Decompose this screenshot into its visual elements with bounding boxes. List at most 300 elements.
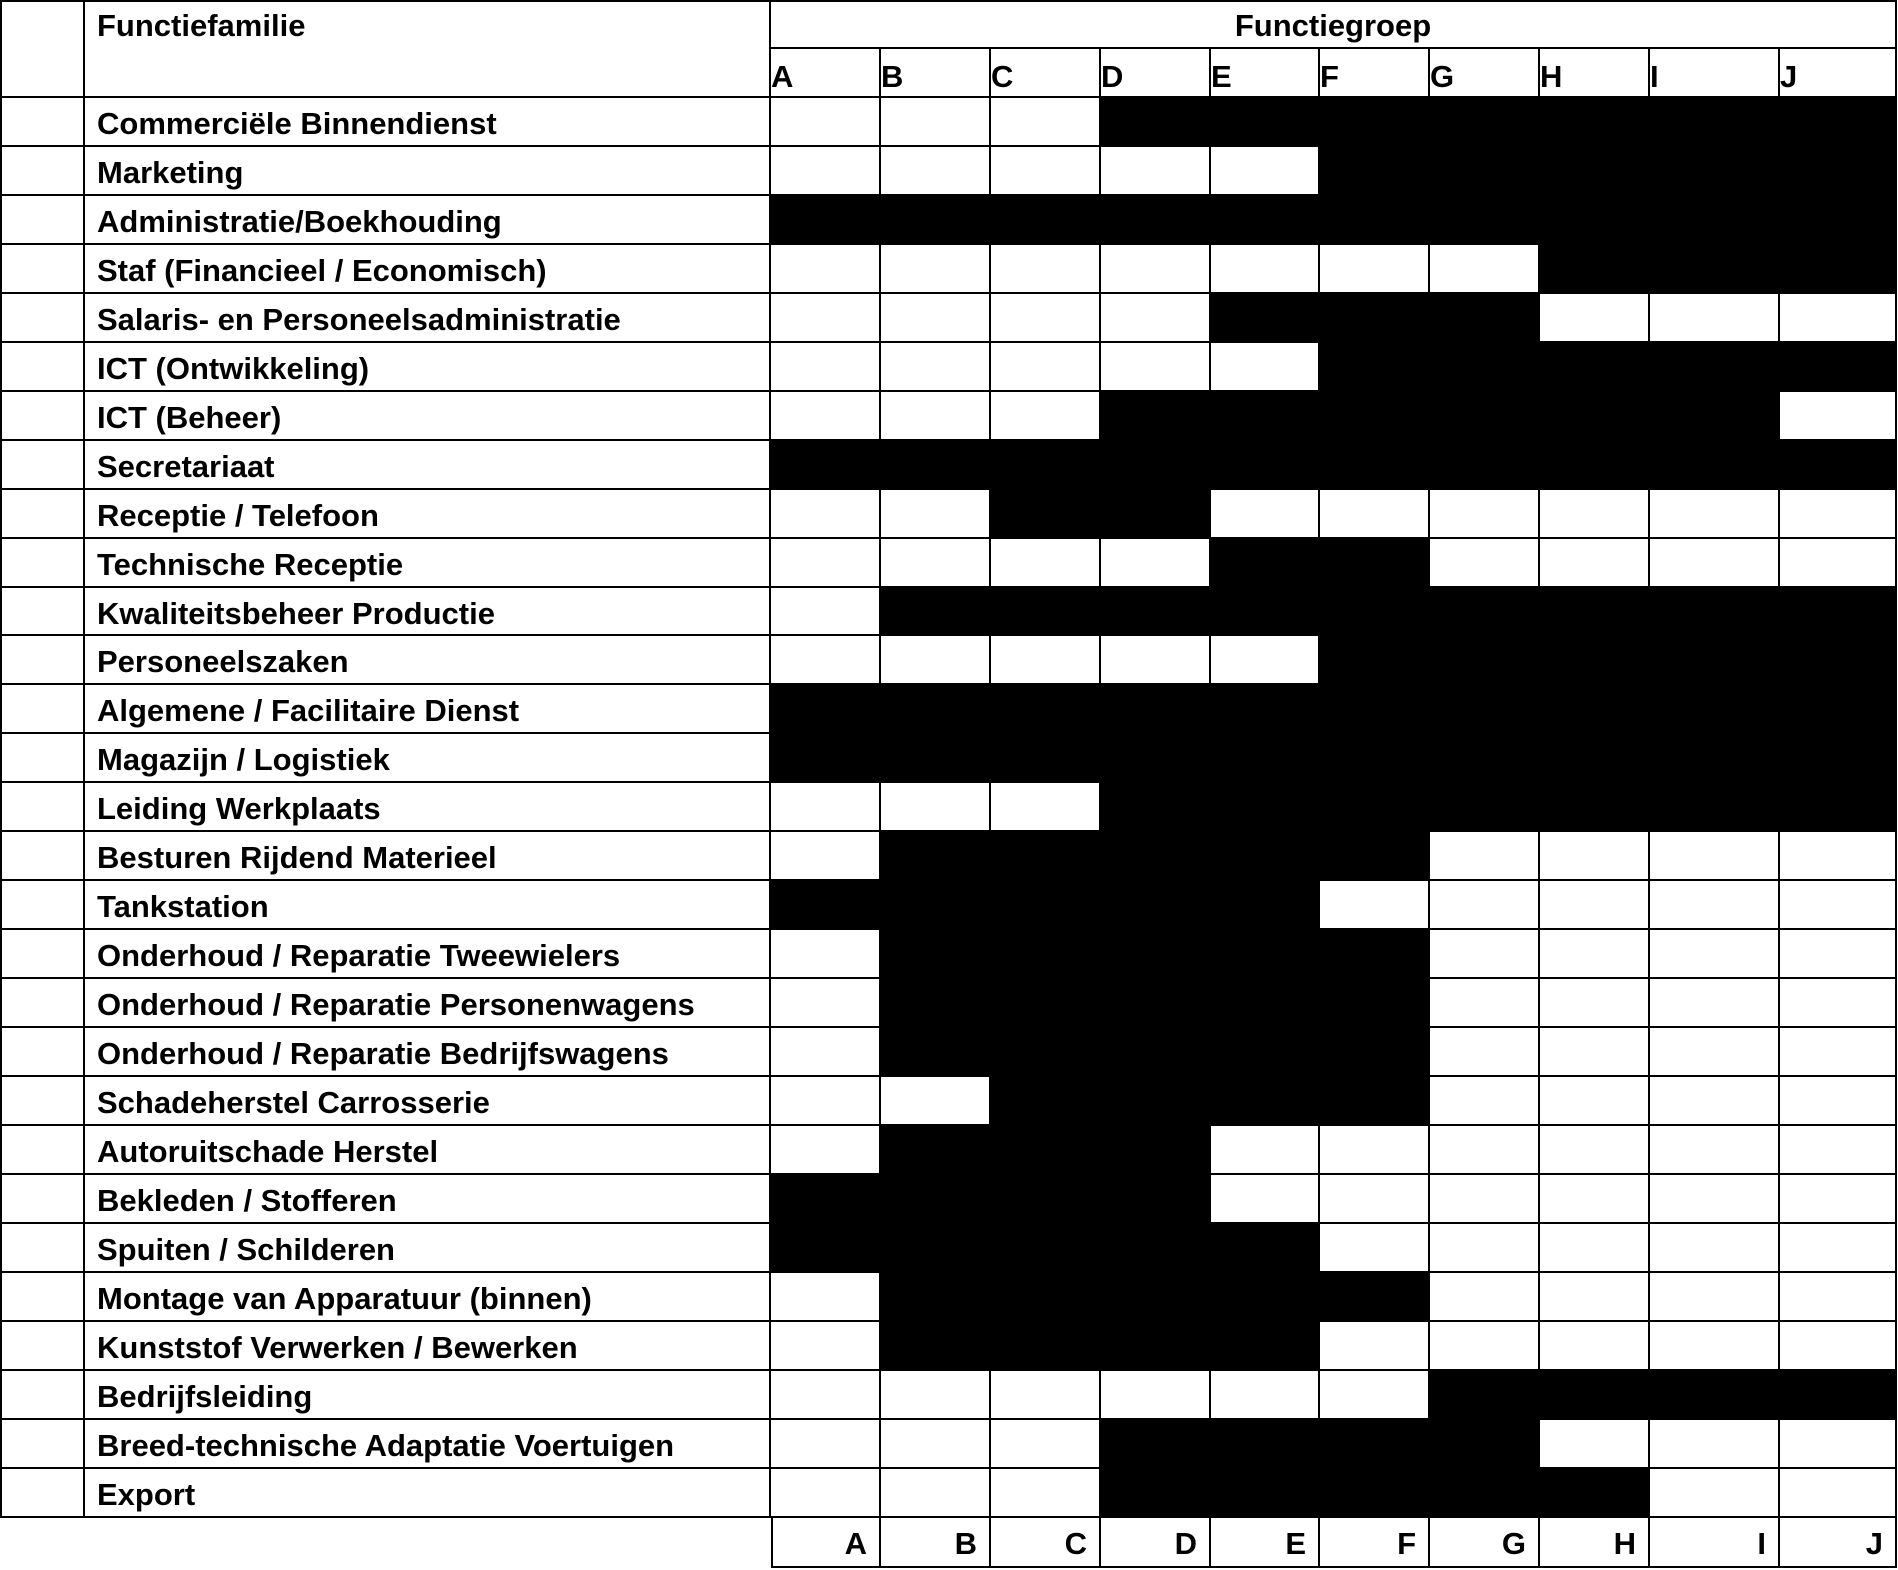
matrix-cell-d-filled xyxy=(1101,881,1211,930)
row-label: Bekleden / Stofferen xyxy=(85,1175,771,1224)
row-index-cell xyxy=(0,1126,85,1175)
matrix-cell-j-empty xyxy=(1780,1077,1897,1126)
group-footer-h: H xyxy=(1540,1518,1650,1568)
row-label: Technische Receptie xyxy=(85,539,771,588)
matrix-cell-b-filled xyxy=(881,1175,991,1224)
matrix-cell-f-empty xyxy=(1320,1126,1430,1175)
matrix-cell-d-filled xyxy=(1101,1077,1211,1126)
matrix-cell-j-empty xyxy=(1780,392,1897,441)
row-index-cell xyxy=(0,588,85,636)
matrix-cell-h-filled xyxy=(1540,685,1650,734)
row-label: ICT (Ontwikkeling) xyxy=(85,343,771,392)
matrix-cell-h-empty xyxy=(1540,294,1650,343)
matrix-cell-j-empty xyxy=(1780,979,1897,1028)
matrix-cell-g-empty xyxy=(1430,930,1540,979)
matrix-cell-a-empty xyxy=(771,832,881,881)
matrix-cell-i-filled xyxy=(1650,636,1780,685)
row-label: Kwaliteitsbeheer Productie xyxy=(85,588,771,636)
group-header-i: I xyxy=(1650,49,1780,98)
matrix-cell-c-filled xyxy=(991,881,1101,930)
matrix-cell-d-filled xyxy=(1101,1175,1211,1224)
matrix-cell-g-filled xyxy=(1430,588,1540,636)
row-index-cell xyxy=(0,294,85,343)
matrix-cell-f-filled xyxy=(1320,783,1430,832)
group-header-e: E xyxy=(1211,49,1320,98)
row-index-cell xyxy=(0,783,85,832)
matrix-cell-e-empty xyxy=(1211,1126,1320,1175)
matrix-cell-h-empty xyxy=(1540,1224,1650,1273)
row-label: Schadeherstel Carrosserie xyxy=(85,1077,771,1126)
matrix-cell-g-empty xyxy=(1430,1077,1540,1126)
group-header-f: F xyxy=(1320,49,1430,98)
matrix-cell-f-filled xyxy=(1320,1420,1430,1469)
group-footer-i: I xyxy=(1650,1518,1780,1568)
matrix-cell-i-empty xyxy=(1650,1224,1780,1273)
row-index-cell xyxy=(0,1077,85,1126)
group-footer-e: E xyxy=(1211,1518,1320,1568)
matrix-cell-a-empty xyxy=(771,490,881,539)
matrix-cell-e-filled xyxy=(1211,979,1320,1028)
row-label: Onderhoud / Reparatie Bedrijfswagens xyxy=(85,1028,771,1077)
matrix-cell-f-filled xyxy=(1320,1469,1430,1518)
matrix-cell-j-empty xyxy=(1780,1420,1897,1469)
matrix-cell-e-filled xyxy=(1211,539,1320,588)
matrix-cell-e-filled xyxy=(1211,930,1320,979)
matrix-cell-f-filled xyxy=(1320,196,1430,245)
row-label: Breed-technische Adaptatie Voertuigen xyxy=(85,1420,771,1469)
matrix-cell-e-filled xyxy=(1211,783,1320,832)
matrix-cell-e-empty xyxy=(1211,245,1320,294)
matrix-cell-h-filled xyxy=(1540,783,1650,832)
row-label: Staf (Financieel / Economisch) xyxy=(85,245,771,294)
matrix-cell-h-empty xyxy=(1540,1175,1650,1224)
row-index-cell xyxy=(0,98,85,147)
matrix-cell-c-filled xyxy=(991,196,1101,245)
row-index-cell xyxy=(0,930,85,979)
matrix-cell-h-empty xyxy=(1540,930,1650,979)
matrix-cell-c-filled xyxy=(991,588,1101,636)
matrix-cell-i-empty xyxy=(1650,539,1780,588)
matrix-cell-i-filled xyxy=(1650,734,1780,783)
matrix-cell-i-empty xyxy=(1650,490,1780,539)
matrix-cell-g-empty xyxy=(1430,1175,1540,1224)
matrix-cell-j-filled xyxy=(1780,441,1897,490)
matrix-cell-i-empty xyxy=(1650,881,1780,930)
matrix-cell-a-empty xyxy=(771,343,881,392)
row-label: Tankstation xyxy=(85,881,771,930)
row-label: Kunststof Verwerken / Bewerken xyxy=(85,1322,771,1371)
matrix-cell-h-filled xyxy=(1540,196,1650,245)
row-label: Autoruitschade Herstel xyxy=(85,1126,771,1175)
matrix-cell-b-filled xyxy=(881,979,991,1028)
row-index-cell xyxy=(0,1322,85,1371)
matrix-cell-d-filled xyxy=(1101,1126,1211,1175)
matrix-cell-c-filled xyxy=(991,441,1101,490)
group-header-g: G xyxy=(1430,49,1540,98)
matrix-cell-i-empty xyxy=(1650,1175,1780,1224)
matrix-cell-d-filled xyxy=(1101,441,1211,490)
row-label: Onderhoud / Reparatie Tweewielers xyxy=(85,930,771,979)
row-index-cell xyxy=(0,734,85,783)
matrix-cell-f-filled xyxy=(1320,636,1430,685)
matrix-cell-a-empty xyxy=(771,1371,881,1420)
matrix-cell-b-filled xyxy=(881,685,991,734)
matrix-cell-g-filled xyxy=(1430,685,1540,734)
matrix-cell-i-filled xyxy=(1650,1371,1780,1420)
matrix-cell-c-empty xyxy=(991,392,1101,441)
matrix-cell-i-empty xyxy=(1650,1077,1780,1126)
matrix-cell-a-filled xyxy=(771,881,881,930)
matrix-cell-g-empty xyxy=(1430,490,1540,539)
matrix-cell-j-empty xyxy=(1780,1126,1897,1175)
matrix-cell-h-filled xyxy=(1540,147,1650,196)
group-footer-g: G xyxy=(1430,1518,1540,1568)
matrix-cell-i-empty xyxy=(1650,1273,1780,1322)
matrix-cell-e-filled xyxy=(1211,734,1320,783)
matrix-cell-b-empty xyxy=(881,1420,991,1469)
matrix-cell-j-filled xyxy=(1780,245,1897,294)
matrix-cell-f-filled xyxy=(1320,685,1430,734)
group-header-h: H xyxy=(1540,49,1650,98)
row-index-cell xyxy=(0,392,85,441)
matrix-cell-f-filled xyxy=(1320,588,1430,636)
row-index-cell xyxy=(0,1224,85,1273)
matrix-cell-e-filled xyxy=(1211,588,1320,636)
matrix-cell-f-empty xyxy=(1320,1224,1430,1273)
row-label: Receptie / Telefoon xyxy=(85,490,771,539)
matrix-cell-d-filled xyxy=(1101,1224,1211,1273)
matrix-cell-d-filled xyxy=(1101,1322,1211,1371)
row-label: Marketing xyxy=(85,147,771,196)
matrix-cell-f-empty xyxy=(1320,1322,1430,1371)
matrix-cell-c-filled xyxy=(991,979,1101,1028)
matrix-cell-f-filled xyxy=(1320,294,1430,343)
matrix-cell-e-filled xyxy=(1211,98,1320,147)
matrix-cell-a-empty xyxy=(771,636,881,685)
matrix-cell-i-filled xyxy=(1650,392,1780,441)
matrix-cell-f-filled xyxy=(1320,98,1430,147)
matrix-cell-f-empty xyxy=(1320,1175,1430,1224)
matrix-cell-b-filled xyxy=(881,881,991,930)
matrix-cell-h-filled xyxy=(1540,636,1650,685)
matrix-cell-a-empty xyxy=(771,98,881,147)
matrix-cell-g-empty xyxy=(1430,832,1540,881)
matrix-cell-b-filled xyxy=(881,441,991,490)
matrix-cell-b-filled xyxy=(881,1322,991,1371)
row-index-cell xyxy=(0,245,85,294)
matrix-cell-h-empty xyxy=(1540,1126,1650,1175)
matrix-cell-d-filled xyxy=(1101,685,1211,734)
matrix-cell-j-filled xyxy=(1780,98,1897,147)
matrix-cell-b-empty xyxy=(881,98,991,147)
row-label: Leiding Werkplaats xyxy=(85,783,771,832)
matrix-cell-i-empty xyxy=(1650,1322,1780,1371)
row-label: Salaris- en Personeelsadministratie xyxy=(85,294,771,343)
matrix-cell-d-filled xyxy=(1101,979,1211,1028)
row-index-cell xyxy=(0,490,85,539)
matrix-cell-g-filled xyxy=(1430,294,1540,343)
matrix-cell-d-filled xyxy=(1101,734,1211,783)
matrix-cell-d-empty xyxy=(1101,147,1211,196)
row-index-cell xyxy=(0,1175,85,1224)
matrix-cell-e-empty xyxy=(1211,343,1320,392)
matrix-cell-d-empty xyxy=(1101,1371,1211,1420)
matrix-cell-i-empty xyxy=(1650,1420,1780,1469)
matrix-cell-a-empty xyxy=(771,147,881,196)
matrix-cell-b-empty xyxy=(881,294,991,343)
row-label: Commerciële Binnendienst xyxy=(85,98,771,147)
matrix-cell-b-empty xyxy=(881,245,991,294)
matrix-cell-e-empty xyxy=(1211,1175,1320,1224)
row-label: Algemene / Facilitaire Dienst xyxy=(85,685,771,734)
matrix-cell-e-empty xyxy=(1211,636,1320,685)
matrix-cell-g-filled xyxy=(1430,1420,1540,1469)
matrix-cell-f-empty xyxy=(1320,881,1430,930)
matrix-cell-a-empty xyxy=(771,1322,881,1371)
functiegroep-header: Functiegroep xyxy=(771,0,1897,49)
functiefamilie-header: Functiefamilie xyxy=(85,0,771,98)
matrix-cell-h-filled xyxy=(1540,98,1650,147)
matrix-cell-d-empty xyxy=(1101,636,1211,685)
matrix-cell-j-filled xyxy=(1780,636,1897,685)
matrix-cell-c-empty xyxy=(991,98,1101,147)
matrix-cell-j-filled xyxy=(1780,343,1897,392)
matrix-cell-f-filled xyxy=(1320,343,1430,392)
row-index-cell xyxy=(0,979,85,1028)
row-index-cell xyxy=(0,1371,85,1420)
matrix-cell-d-empty xyxy=(1101,245,1211,294)
matrix-cell-a-empty xyxy=(771,539,881,588)
row-label: Besturen Rijdend Materieel xyxy=(85,832,771,881)
matrix-cell-c-filled xyxy=(991,1077,1101,1126)
matrix-cell-j-empty xyxy=(1780,930,1897,979)
matrix-cell-e-filled xyxy=(1211,1420,1320,1469)
matrix-cell-a-empty xyxy=(771,979,881,1028)
matrix-cell-i-filled xyxy=(1650,343,1780,392)
matrix-cell-h-filled xyxy=(1540,734,1650,783)
matrix-cell-j-empty xyxy=(1780,490,1897,539)
matrix-cell-f-filled xyxy=(1320,1028,1430,1077)
matrix-cell-b-empty xyxy=(881,490,991,539)
matrix-cell-g-filled xyxy=(1430,196,1540,245)
matrix-cell-a-empty xyxy=(771,588,881,636)
group-header-c: C xyxy=(991,49,1101,98)
row-index-cell xyxy=(0,196,85,245)
matrix-cell-b-filled xyxy=(881,196,991,245)
matrix-cell-c-empty xyxy=(991,1420,1101,1469)
matrix-cell-d-filled xyxy=(1101,1273,1211,1322)
header-blank-cell xyxy=(0,0,85,98)
matrix-cell-i-filled xyxy=(1650,147,1780,196)
matrix-cell-a-empty xyxy=(771,1126,881,1175)
matrix-cell-h-empty xyxy=(1540,1420,1650,1469)
matrix-cell-d-filled xyxy=(1101,392,1211,441)
row-index-cell xyxy=(0,343,85,392)
matrix-cell-h-filled xyxy=(1540,1371,1650,1420)
group-header-d: D xyxy=(1101,49,1211,98)
matrix-cell-b-filled xyxy=(881,588,991,636)
matrix-cell-e-filled xyxy=(1211,294,1320,343)
matrix-cell-g-filled xyxy=(1430,783,1540,832)
matrix-cell-g-empty xyxy=(1430,1273,1540,1322)
matrix-cell-h-empty xyxy=(1540,832,1650,881)
matrix-cell-c-empty xyxy=(991,245,1101,294)
matrix-cell-c-filled xyxy=(991,1028,1101,1077)
matrix-cell-g-filled xyxy=(1430,392,1540,441)
matrix-cell-b-empty xyxy=(881,636,991,685)
matrix-cell-c-filled xyxy=(991,1322,1101,1371)
matrix-cell-f-filled xyxy=(1320,392,1430,441)
row-index-cell xyxy=(0,685,85,734)
matrix-cell-d-filled xyxy=(1101,783,1211,832)
matrix-cell-e-filled xyxy=(1211,1322,1320,1371)
matrix-cell-i-filled xyxy=(1650,245,1780,294)
matrix-cell-a-empty xyxy=(771,245,881,294)
matrix-cell-g-filled xyxy=(1430,441,1540,490)
matrix-cell-a-empty xyxy=(771,783,881,832)
matrix-cell-d-empty xyxy=(1101,343,1211,392)
matrix-cell-a-filled xyxy=(771,1224,881,1273)
matrix-cell-c-filled xyxy=(991,1175,1101,1224)
matrix-cell-b-empty xyxy=(881,1077,991,1126)
matrix-cell-e-filled xyxy=(1211,1469,1320,1518)
matrix-cell-e-filled xyxy=(1211,685,1320,734)
matrix-cell-d-filled xyxy=(1101,930,1211,979)
row-index-cell xyxy=(0,1420,85,1469)
matrix-cell-f-empty xyxy=(1320,245,1430,294)
matrix-cell-j-filled xyxy=(1780,1371,1897,1420)
matrix-cell-i-empty xyxy=(1650,1126,1780,1175)
matrix-cell-e-filled xyxy=(1211,441,1320,490)
matrix-cell-b-filled xyxy=(881,930,991,979)
matrix-cell-f-filled xyxy=(1320,441,1430,490)
matrix-cell-g-filled xyxy=(1430,636,1540,685)
matrix-cell-e-filled xyxy=(1211,392,1320,441)
matrix-cell-c-filled xyxy=(991,734,1101,783)
matrix-cell-i-filled xyxy=(1650,441,1780,490)
matrix-cell-j-empty xyxy=(1780,881,1897,930)
row-label: Secretariaat xyxy=(85,441,771,490)
matrix-cell-c-empty xyxy=(991,294,1101,343)
matrix-cell-f-filled xyxy=(1320,1273,1430,1322)
row-label: Montage van Apparatuur (binnen) xyxy=(85,1273,771,1322)
matrix-cell-b-empty xyxy=(881,1371,991,1420)
matrix-cell-j-filled xyxy=(1780,196,1897,245)
row-index-cell xyxy=(0,441,85,490)
matrix-cell-g-empty xyxy=(1430,245,1540,294)
matrix-cell-d-filled xyxy=(1101,1420,1211,1469)
matrix-cell-b-filled xyxy=(881,734,991,783)
matrix-cell-h-filled xyxy=(1540,343,1650,392)
matrix-cell-d-filled xyxy=(1101,98,1211,147)
matrix-cell-h-empty xyxy=(1540,1322,1650,1371)
matrix-cell-j-empty xyxy=(1780,1322,1897,1371)
matrix-cell-h-filled xyxy=(1540,441,1650,490)
matrix-cell-j-empty xyxy=(1780,1224,1897,1273)
row-index-cell xyxy=(0,147,85,196)
matrix-cell-g-empty xyxy=(1430,1322,1540,1371)
matrix-cell-b-empty xyxy=(881,539,991,588)
matrix-cell-a-empty xyxy=(771,392,881,441)
matrix-cell-f-filled xyxy=(1320,734,1430,783)
matrix-cell-b-filled xyxy=(881,1126,991,1175)
row-index-cell xyxy=(0,1469,85,1518)
matrix-cell-j-filled xyxy=(1780,588,1897,636)
matrix-cell-g-filled xyxy=(1430,734,1540,783)
matrix-cell-h-empty xyxy=(1540,881,1650,930)
matrix-cell-e-filled xyxy=(1211,1077,1320,1126)
matrix-cell-a-filled xyxy=(771,196,881,245)
matrix-cell-i-empty xyxy=(1650,294,1780,343)
group-footer-a: A xyxy=(771,1518,881,1568)
matrix-cell-h-empty xyxy=(1540,490,1650,539)
row-index-cell xyxy=(0,832,85,881)
matrix-cell-h-filled xyxy=(1540,245,1650,294)
row-index-cell xyxy=(0,1028,85,1077)
matrix-cell-h-empty xyxy=(1540,1028,1650,1077)
matrix-cell-j-empty xyxy=(1780,294,1897,343)
matrix-cell-c-filled xyxy=(991,685,1101,734)
matrix-cell-i-filled xyxy=(1650,685,1780,734)
matrix-cell-d-empty xyxy=(1101,294,1211,343)
matrix-cell-c-empty xyxy=(991,636,1101,685)
matrix-cell-h-filled xyxy=(1540,588,1650,636)
row-index-cell xyxy=(0,1273,85,1322)
matrix-cell-g-empty xyxy=(1430,979,1540,1028)
matrix-cell-h-filled xyxy=(1540,392,1650,441)
matrix-cell-f-empty xyxy=(1320,490,1430,539)
matrix-cell-i-filled xyxy=(1650,196,1780,245)
matrix-cell-i-empty xyxy=(1650,832,1780,881)
matrix-cell-c-filled xyxy=(991,1126,1101,1175)
matrix-cell-d-filled xyxy=(1101,196,1211,245)
matrix-cell-d-filled xyxy=(1101,832,1211,881)
matrix-cell-g-empty xyxy=(1430,1126,1540,1175)
matrix-cell-j-empty xyxy=(1780,1273,1897,1322)
group-header-b: B xyxy=(881,49,991,98)
matrix-cell-c-filled xyxy=(991,490,1101,539)
matrix-cell-f-empty xyxy=(1320,1371,1430,1420)
matrix-cell-c-empty xyxy=(991,1371,1101,1420)
matrix-cell-d-filled xyxy=(1101,490,1211,539)
matrix-cell-f-filled xyxy=(1320,1077,1430,1126)
matrix-cell-f-filled xyxy=(1320,832,1430,881)
matrix-cell-g-filled xyxy=(1430,98,1540,147)
matrix-cell-d-empty xyxy=(1101,539,1211,588)
matrix-cell-e-empty xyxy=(1211,147,1320,196)
group-footer-b: B xyxy=(881,1518,991,1568)
matrix-cell-e-filled xyxy=(1211,196,1320,245)
matrix-cell-i-filled xyxy=(1650,588,1780,636)
matrix-cell-d-filled xyxy=(1101,1028,1211,1077)
matrix-cell-j-filled xyxy=(1780,147,1897,196)
matrix-cell-c-filled xyxy=(991,930,1101,979)
matrix-cell-c-filled xyxy=(991,1224,1101,1273)
matrix-cell-a-filled xyxy=(771,1175,881,1224)
matrix-cell-g-empty xyxy=(1430,1028,1540,1077)
row-label: Administratie/Boekhouding xyxy=(85,196,771,245)
group-header-j: J xyxy=(1780,49,1897,98)
matrix-cell-b-empty xyxy=(881,1469,991,1518)
matrix-cell-c-empty xyxy=(991,539,1101,588)
row-index-cell xyxy=(0,636,85,685)
matrix-cell-h-filled xyxy=(1540,1469,1650,1518)
matrix-cell-a-empty xyxy=(771,1028,881,1077)
matrix-cell-e-filled xyxy=(1211,1028,1320,1077)
row-label: ICT (Beheer) xyxy=(85,392,771,441)
matrix-cell-e-filled xyxy=(1211,832,1320,881)
matrix-cell-b-empty xyxy=(881,392,991,441)
